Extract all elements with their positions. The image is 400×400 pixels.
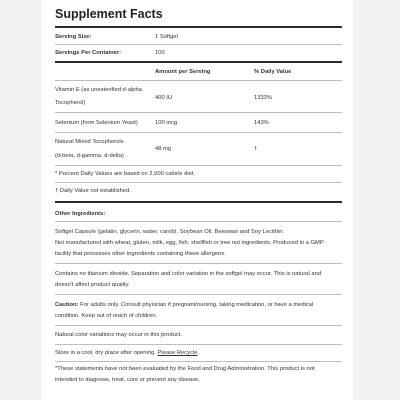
nutrient-daily-value: † xyxy=(254,146,258,152)
supplement-facts-panel xyxy=(41,0,353,400)
nutrient-amount: 100 mcg xyxy=(155,120,178,126)
divider xyxy=(55,294,342,295)
divider xyxy=(55,221,342,222)
nutrient-daily-value: 1333% xyxy=(254,95,273,101)
daily-value-header: % Daily Value xyxy=(254,69,292,75)
nutrient-name: (d-beta, d-gamma, d-delta) xyxy=(55,153,124,159)
serving-size-label: Serving Size: xyxy=(55,34,92,40)
nutrient-name: Selenium (from Selenium Yeast) xyxy=(55,120,138,126)
divider xyxy=(55,165,342,166)
amount-per-serving-header: Amount per Serving xyxy=(155,69,211,75)
caution-text xyxy=(55,302,313,309)
divider xyxy=(55,112,342,113)
nutrient-name: Natural Mixed Tocopherols xyxy=(55,139,124,145)
ingredients-text: Softgel Capsule (gelatin, glycerin, water, carob), Soybean Oil, Beeswax and Soy Lecithin. xyxy=(55,229,285,235)
fda-disclaimer: intended to diagnose, treat, cure or prevent any disease. xyxy=(55,377,201,383)
nutrient-daily-value: 143% xyxy=(254,120,269,126)
storage-period: . xyxy=(197,350,200,356)
caution-label: Caution: xyxy=(55,302,79,308)
dagger-footnote: † Daily Value not established. xyxy=(55,188,131,194)
nutrient-name: Tocopherol) xyxy=(55,100,86,106)
percent-daily-value-footnote: * Percent Daily Values are based on 2,000 calorie diet. xyxy=(55,171,196,177)
nutrient-name: Vitamin E (as unesterified d-alpha xyxy=(55,87,142,93)
divider xyxy=(55,182,342,183)
storage-instructions: Store in a cool, dry place after opening. xyxy=(55,350,156,356)
facts-bottom-rule xyxy=(55,201,342,203)
storage-text xyxy=(55,350,199,357)
please-recycle-link[interactable]: Please Recycle xyxy=(157,350,198,356)
nutrient-amount: 400 IU xyxy=(155,95,173,101)
servings-rule xyxy=(55,61,342,63)
divider xyxy=(55,132,342,133)
supplement-facts-title: Supplement Facts xyxy=(55,7,163,21)
nutrient-amount: 48 mg xyxy=(155,146,172,152)
servings-per-container-value: 100 xyxy=(155,50,165,56)
allergen-text: Not manufactured with wheat, gluten, milk, egg, fish, shellfish or tree nut ingredients. Produced in a GMP xyxy=(55,240,324,246)
divider xyxy=(55,361,342,362)
servings-per-container-label: Servings Per Container: xyxy=(55,50,122,56)
allergen-text: facility that processes other ingredients containing these allergens. xyxy=(55,251,226,257)
titanium-dioxide-text: doesn't affect product quality. xyxy=(55,282,130,288)
color-variation-text: Natural color variations may occur in this product. xyxy=(55,332,182,338)
other-ingredients-heading: Other Ingredients: xyxy=(55,211,106,217)
divider xyxy=(55,263,342,264)
fda-disclaimer: *These statements have not been evaluated by the Food and Drug Administration. This product is not xyxy=(55,366,315,372)
divider xyxy=(55,325,342,326)
serving-size-value: 1 Softgel xyxy=(155,34,178,40)
title-rule xyxy=(55,26,342,28)
divider xyxy=(55,44,342,45)
titanium-dioxide-text: Contains no titanium dioxide. Separation and color variation in the softgel may occur. This is natural and xyxy=(55,271,322,277)
divider xyxy=(55,344,342,345)
caution-body: For adults only. Consult physician if pregnant/nursing, taking medication, or have a medical xyxy=(80,302,314,308)
divider xyxy=(55,80,342,81)
caution-text: condition. Keep out of reach of children. xyxy=(55,313,158,319)
